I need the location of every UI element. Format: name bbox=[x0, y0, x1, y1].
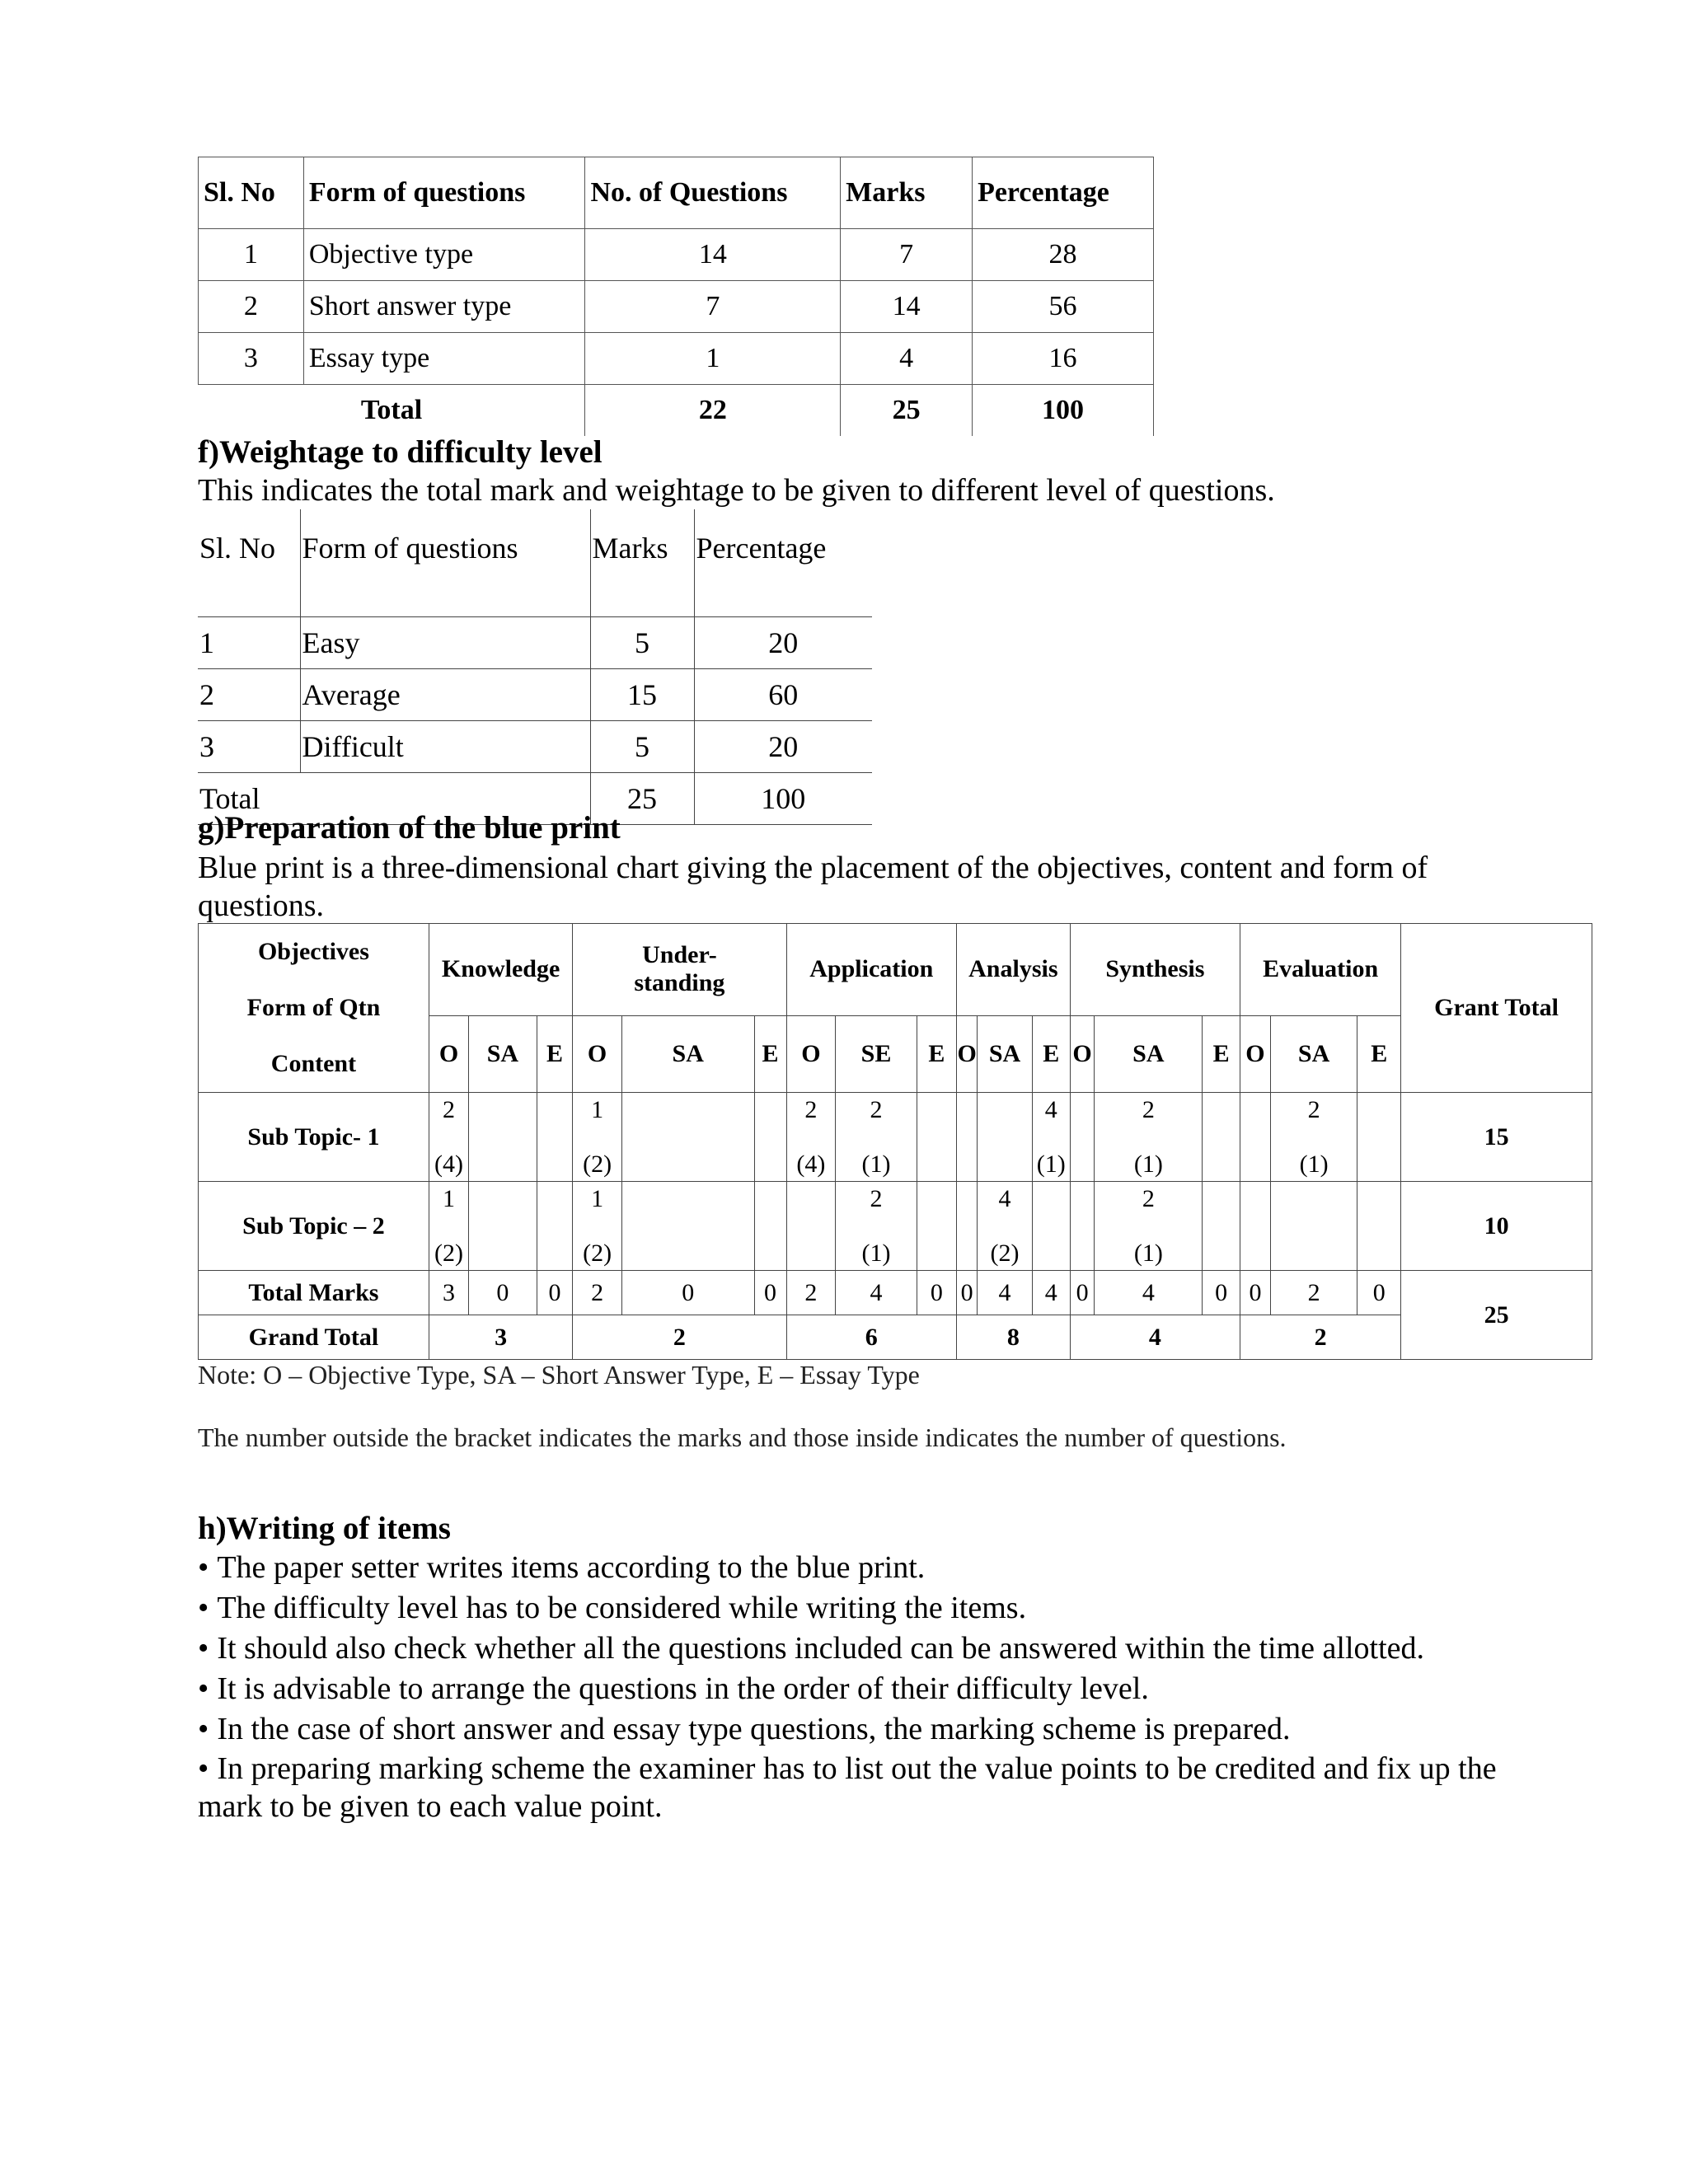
cell: 14 bbox=[585, 229, 841, 281]
corner-header bbox=[199, 924, 429, 1093]
grant-total-header: Grant Total bbox=[1401, 924, 1592, 1093]
header-cell: Form of questions bbox=[300, 509, 590, 617]
list-item: • In the case of short answer and essay type questions, the marking scheme is prepared. bbox=[198, 1709, 1533, 1750]
blueprint-cell bbox=[469, 1093, 537, 1182]
form-e: E bbox=[754, 1015, 786, 1092]
blueprint-cell bbox=[836, 1093, 917, 1182]
note-legend: Note: O – Objective Type, SA – Short Answer Type, E – Essay Type bbox=[198, 1360, 920, 1390]
blueprint-cell bbox=[917, 1182, 956, 1271]
objective-analysis: Analysis bbox=[957, 924, 1071, 1016]
cell-marks: 4 bbox=[1044, 1095, 1057, 1123]
form-o: O bbox=[573, 1015, 622, 1092]
form-e: E bbox=[1032, 1015, 1070, 1092]
blueprint-cell bbox=[917, 1093, 956, 1182]
total-marks-cell: 0 bbox=[469, 1271, 537, 1315]
total-marks-cell: 4 bbox=[1095, 1271, 1203, 1315]
table-total-row bbox=[199, 385, 1154, 437]
objective-knowledge: Knowledge bbox=[429, 924, 572, 1016]
table-header-row bbox=[198, 509, 872, 617]
total-marks-cell: 2 bbox=[786, 1271, 836, 1315]
cell: 14 bbox=[841, 281, 973, 333]
header-cell: Percentage bbox=[973, 157, 1154, 229]
cell-questions: (1) bbox=[861, 1239, 891, 1267]
blueprint-cell bbox=[1240, 1182, 1271, 1271]
form-e: E bbox=[1203, 1015, 1240, 1092]
cell: 20 bbox=[694, 721, 872, 773]
form-sa: SA bbox=[1095, 1015, 1203, 1092]
cell: 2 bbox=[199, 281, 304, 333]
total-marks-cell: 0 bbox=[1240, 1271, 1271, 1315]
cell-questions: (1) bbox=[1133, 1239, 1163, 1267]
blueprint-cell bbox=[957, 1093, 978, 1182]
blueprint-cell bbox=[1357, 1093, 1401, 1182]
cell-marks: 2 bbox=[442, 1095, 455, 1123]
total-marks-cell: 0 bbox=[917, 1271, 956, 1315]
cell: 15 bbox=[590, 669, 694, 721]
total-questions: 22 bbox=[585, 385, 841, 437]
cell: 16 bbox=[973, 333, 1154, 385]
cell-marks: 2 bbox=[1142, 1184, 1155, 1212]
cell: 28 bbox=[973, 229, 1154, 281]
grand-total-understanding: 2 bbox=[573, 1315, 786, 1360]
sub-topic-1-row bbox=[199, 1093, 1592, 1182]
cell: 3 bbox=[199, 333, 304, 385]
total-marks-cell: 0 bbox=[537, 1271, 573, 1315]
form-o: O bbox=[429, 1015, 468, 1092]
cell-questions: (2) bbox=[434, 1239, 463, 1267]
section-f-heading: f)Weightage to difficulty level bbox=[198, 434, 603, 470]
cell: 20 bbox=[694, 617, 872, 669]
total-marks-label: Total Marks bbox=[199, 1271, 429, 1315]
cell: Easy bbox=[300, 617, 590, 669]
section-g-heading: g)Preparation of the blue print bbox=[198, 810, 621, 846]
table-row bbox=[199, 333, 1154, 385]
grand-total-evaluation: 2 bbox=[1240, 1315, 1401, 1360]
form-sa: SA bbox=[469, 1015, 537, 1092]
form-o: O bbox=[786, 1015, 836, 1092]
cell-marks: 4 bbox=[998, 1184, 1011, 1212]
total-marks-cell: 0 bbox=[1070, 1271, 1095, 1315]
form-e: E bbox=[917, 1015, 956, 1092]
cell: Objective type bbox=[303, 229, 585, 281]
blueprint-cell bbox=[573, 1182, 622, 1271]
cell-questions: (4) bbox=[796, 1150, 826, 1178]
corner-form: Form of Qtn bbox=[246, 994, 381, 1021]
cell-marks: 1 bbox=[591, 1095, 604, 1123]
total-marks-cell: 4 bbox=[978, 1271, 1033, 1315]
total-marks-cell: 3 bbox=[429, 1271, 468, 1315]
total-percentage: 100 bbox=[694, 773, 872, 825]
cell: 56 bbox=[973, 281, 1154, 333]
form-sa: SA bbox=[978, 1015, 1033, 1092]
cell: Short answer type bbox=[303, 281, 585, 333]
total-marks-cell: 0 bbox=[621, 1271, 754, 1315]
total-marks-cell: 0 bbox=[957, 1271, 978, 1315]
total-marks-cell: 0 bbox=[1203, 1271, 1240, 1315]
cell: 5 bbox=[590, 721, 694, 773]
blueprint-cell bbox=[537, 1093, 573, 1182]
list-item: • The difficulty level has to be considered while writing the items. bbox=[198, 1588, 1533, 1629]
questions-form-table bbox=[198, 157, 1154, 436]
form-sa: SA bbox=[621, 1015, 754, 1092]
sub-topic-2-total: 10 bbox=[1401, 1182, 1592, 1271]
total-marks-row bbox=[199, 1271, 1592, 1315]
blueprint-cell bbox=[957, 1182, 978, 1271]
list-item: • It should also check whether all the questions included can be answered within the time allotted. bbox=[198, 1629, 1533, 1669]
cell-questions: (1) bbox=[861, 1150, 891, 1178]
grand-total-row bbox=[199, 1315, 1592, 1360]
form-e: E bbox=[1357, 1015, 1401, 1092]
blueprint-cell bbox=[786, 1182, 836, 1271]
table-row bbox=[198, 617, 872, 669]
grand-total-label: Grand Total bbox=[199, 1315, 429, 1360]
cell: 2 bbox=[198, 669, 300, 721]
cell: 7 bbox=[841, 229, 973, 281]
cell-questions: (2) bbox=[583, 1150, 612, 1178]
cell-questions: (2) bbox=[583, 1239, 612, 1267]
sub-topic-2-label: Sub Topic – 2 bbox=[199, 1182, 429, 1271]
table-row bbox=[198, 669, 872, 721]
blueprint-cell bbox=[1270, 1093, 1357, 1182]
total-percentage: 100 bbox=[973, 385, 1154, 437]
form-o: O bbox=[1240, 1015, 1271, 1092]
cell: 1 bbox=[585, 333, 841, 385]
total-marks-cell: 0 bbox=[754, 1271, 786, 1315]
cell-marks: 2 bbox=[870, 1095, 883, 1123]
cell: 1 bbox=[199, 229, 304, 281]
sub-topic-1-label: Sub Topic- 1 bbox=[199, 1093, 429, 1182]
cell: 4 bbox=[841, 333, 973, 385]
cell: 3 bbox=[198, 721, 300, 773]
grand-total-analysis: 8 bbox=[957, 1315, 1071, 1360]
blueprint-cell bbox=[786, 1093, 836, 1182]
total-marks-cell: 2 bbox=[573, 1271, 622, 1315]
writing-items-list bbox=[198, 1548, 1533, 1825]
grand-total-synthesis: 4 bbox=[1070, 1315, 1240, 1360]
list-item: • In preparing marking scheme the examiner has to list out the value points to be credited and fix up the mark to be given to each value point. bbox=[198, 1750, 1533, 1825]
cell: 60 bbox=[694, 669, 872, 721]
cell: 7 bbox=[585, 281, 841, 333]
form-sa: SA bbox=[1270, 1015, 1357, 1092]
difficulty-table bbox=[198, 509, 872, 825]
note-brackets: The number outside the bracket indicates the marks and those inside indicates the number of questions. bbox=[198, 1422, 1287, 1452]
header-cell: Marks bbox=[590, 509, 694, 617]
form-o: O bbox=[1070, 1015, 1095, 1092]
total-marks-cell: 0 bbox=[1357, 1271, 1401, 1315]
form-se: SE bbox=[836, 1015, 917, 1092]
objective-synthesis: Synthesis bbox=[1070, 924, 1240, 1016]
grand-total-application: 6 bbox=[786, 1315, 956, 1360]
table-row bbox=[199, 281, 1154, 333]
blueprint-cell bbox=[1070, 1182, 1095, 1271]
blueprint-cell bbox=[573, 1093, 622, 1182]
form-e: E bbox=[537, 1015, 573, 1092]
objectives-row bbox=[199, 924, 1592, 1016]
cell-questions: (1) bbox=[1133, 1150, 1163, 1178]
objective-understanding: Under-standing bbox=[573, 924, 786, 1016]
sub-topic-1-total: 15 bbox=[1401, 1093, 1592, 1182]
cell-questions: (1) bbox=[1299, 1150, 1329, 1178]
total-label: Total bbox=[198, 773, 590, 825]
blueprint-cell bbox=[836, 1182, 917, 1271]
table-row bbox=[199, 229, 1154, 281]
blueprint-cell bbox=[621, 1182, 754, 1271]
cell-marks: 2 bbox=[1307, 1095, 1320, 1123]
blueprint-cell bbox=[1357, 1182, 1401, 1271]
cell-questions: (2) bbox=[990, 1239, 1020, 1267]
list-item: • The paper setter writes items according to the blue print. bbox=[198, 1548, 1533, 1588]
list-item: • It is advisable to arrange the questions in the order of their difficulty level. bbox=[198, 1669, 1533, 1709]
total-marks: 25 bbox=[590, 773, 694, 825]
blueprint-cell bbox=[1203, 1182, 1240, 1271]
grand-total-knowledge: 3 bbox=[429, 1315, 572, 1360]
cell-marks: 2 bbox=[1142, 1095, 1155, 1123]
cell: 1 bbox=[198, 617, 300, 669]
corner-content: Content bbox=[270, 1050, 357, 1077]
cell-marks: 2 bbox=[804, 1095, 818, 1123]
blueprint-cell bbox=[1240, 1093, 1271, 1182]
blueprint-cell bbox=[978, 1093, 1033, 1182]
blueprint-cell bbox=[537, 1182, 573, 1271]
blueprint-cell bbox=[754, 1182, 786, 1271]
blueprint-cell bbox=[1203, 1093, 1240, 1182]
blueprint-cell bbox=[754, 1093, 786, 1182]
cell: Essay type bbox=[303, 333, 585, 385]
total-marks-cell: 2 bbox=[1270, 1271, 1357, 1315]
blueprint-cell bbox=[1095, 1093, 1203, 1182]
blueprint-cell bbox=[1070, 1093, 1095, 1182]
blueprint-cell bbox=[1032, 1093, 1070, 1182]
cell: Average bbox=[300, 669, 590, 721]
cell-questions: (4) bbox=[434, 1150, 463, 1178]
blueprint-cell bbox=[429, 1182, 468, 1271]
objective-evaluation: Evaluation bbox=[1240, 924, 1401, 1016]
table-header-row bbox=[199, 157, 1154, 229]
section-f-text: This indicates the total mark and weightage to be given to different level of questions. bbox=[198, 473, 1275, 508]
total-marks-cell: 4 bbox=[836, 1271, 917, 1315]
cell-marks: 1 bbox=[442, 1184, 455, 1212]
sub-topic-2-row bbox=[199, 1182, 1592, 1271]
total-marks: 25 bbox=[841, 385, 973, 437]
total-label: Total bbox=[199, 385, 585, 437]
corner-objectives: Objectives bbox=[257, 938, 369, 965]
blueprint-cell bbox=[621, 1093, 754, 1182]
cell: Difficult bbox=[300, 721, 590, 773]
cell-questions: (1) bbox=[1036, 1150, 1066, 1178]
grand-total-overall: 25 bbox=[1401, 1271, 1592, 1360]
blueprint-table bbox=[198, 923, 1592, 1360]
form-o: O bbox=[957, 1015, 978, 1092]
cell: 5 bbox=[590, 617, 694, 669]
header-cell: Percentage bbox=[694, 509, 872, 617]
header-cell: Form of questions bbox=[303, 157, 585, 229]
blueprint-cell bbox=[429, 1093, 468, 1182]
cell-marks: 1 bbox=[591, 1184, 604, 1212]
total-marks-cell: 4 bbox=[1032, 1271, 1070, 1315]
objective-application: Application bbox=[786, 924, 956, 1016]
section-g-text: Blue print is a three-dimensional chart giving the placement of the objectives, content and form of questions. bbox=[198, 851, 1428, 923]
blueprint-cell bbox=[1032, 1182, 1070, 1271]
blueprint-cell bbox=[469, 1182, 537, 1271]
header-cell: Sl. No bbox=[198, 509, 300, 617]
table-row bbox=[198, 721, 872, 773]
cell-marks: 2 bbox=[870, 1184, 883, 1212]
blueprint-cell bbox=[1270, 1182, 1357, 1271]
header-cell: Marks bbox=[841, 157, 973, 229]
header-cell: No. of Questions bbox=[585, 157, 841, 229]
section-h-heading: h)Writing of items bbox=[198, 1511, 451, 1546]
blueprint-cell bbox=[1095, 1182, 1203, 1271]
header-cell: Sl. No bbox=[199, 157, 304, 229]
blueprint-cell bbox=[978, 1182, 1033, 1271]
